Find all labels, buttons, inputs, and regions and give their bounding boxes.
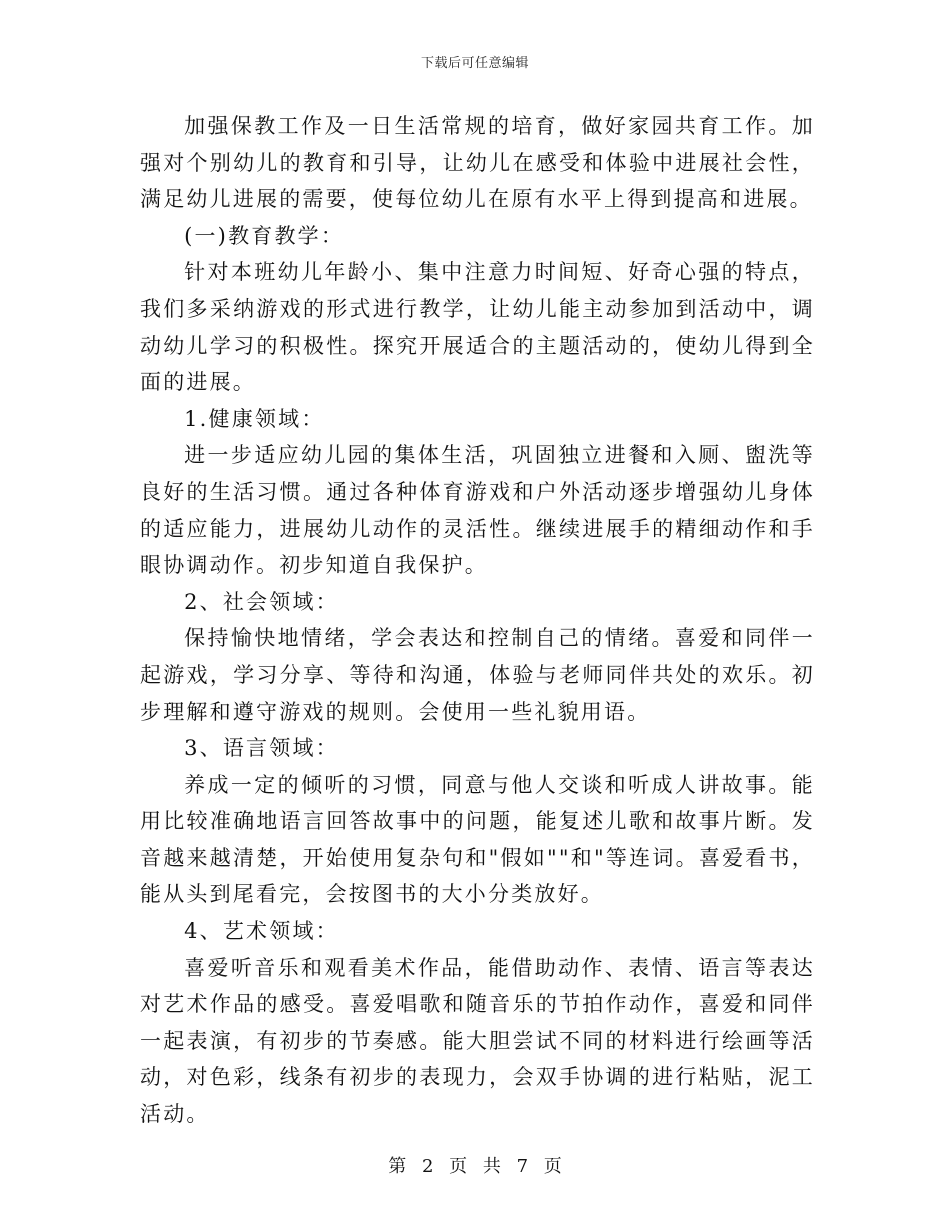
paragraph-art: 喜爱听音乐和观看美术作品，能借助动作、表情、语言等表达对艺术作品的感受。喜爱唱歌和随音乐的节拍作动作，喜爱和同伴一起表演，有初步的节奏感。能大胆尝试不同的材料进行绘画等活动，对色彩，线条有初步的表现力，会双手协调的进行粘贴，泥工活动。 <box>140 955 815 1127</box>
footer-label-unit-end: 页 <box>543 1156 562 1177</box>
footer-label-total: 共 <box>482 1156 501 1177</box>
paragraph-language: 养成一定的倾听的习惯，同意与他人交谈和听成人讲故事。能用比较准确地语言回答故事中的问题，能复述儿歌和故事片断。发音越来越清楚，开始使用复杂句和"假如""和"等连词。喜爱看书，能从头到尾看完，会按图书的大小分类放好。 <box>140 772 815 907</box>
footer-label-unit: 页 <box>449 1156 468 1177</box>
section-heading-health: 1.健康领域： <box>184 406 325 431</box>
paragraph-health: 进一步适应幼儿园的集体生活，巩固独立进餐和入厕、盥洗等良好的生活习惯。通过各种体育游戏和户外活动逐步增强幼儿身体的适应能力，进展幼儿动作的灵活性。继续进展手的精细动作和手眼协调动作。初步知道自我保护。 <box>140 443 815 578</box>
footer-current-page: 2 <box>421 1156 434 1177</box>
paragraph-intro: 加强保教工作及一日生活常规的培育，做好家园共育工作。加强对个别幼儿的教育和引导，让幼儿在感受和体验中进展社会性，满足幼儿进展的需要，使每位幼儿在原有水平上得到提高和进展。 <box>140 114 815 212</box>
document-body <box>140 108 815 1133</box>
section-heading-art: 4、艺术领域： <box>184 919 339 944</box>
paragraph-social: 保持愉快地情绪，学会表达和控制自己的情绪。喜爱和同伴一起游戏，学习分享、等待和沟通，体验与老师同伴共处的欢乐。初步理解和遵守游戏的规则。会使用一些礼貌用语。 <box>140 626 815 724</box>
section-heading-teaching: (一)教育教学： <box>184 223 345 248</box>
paragraph-teaching: 针对本班幼儿年龄小、集中注意力时间短、好奇心强的特点，我们多采纳游戏的形式进行教学，让幼儿能主动参加到活动中，调动幼儿学习的积极性。探究开展适合的主题活动的，使幼儿得到全面的进展。 <box>140 260 815 395</box>
page-footer <box>0 1152 950 1178</box>
page-header: 下载后可任意编辑 <box>420 56 529 71</box>
section-heading-social: 2、社会领域： <box>184 589 339 614</box>
footer-label-page: 第 <box>388 1156 407 1177</box>
footer-total-pages: 7 <box>516 1156 529 1177</box>
section-heading-language: 3、语言领域： <box>184 736 339 761</box>
